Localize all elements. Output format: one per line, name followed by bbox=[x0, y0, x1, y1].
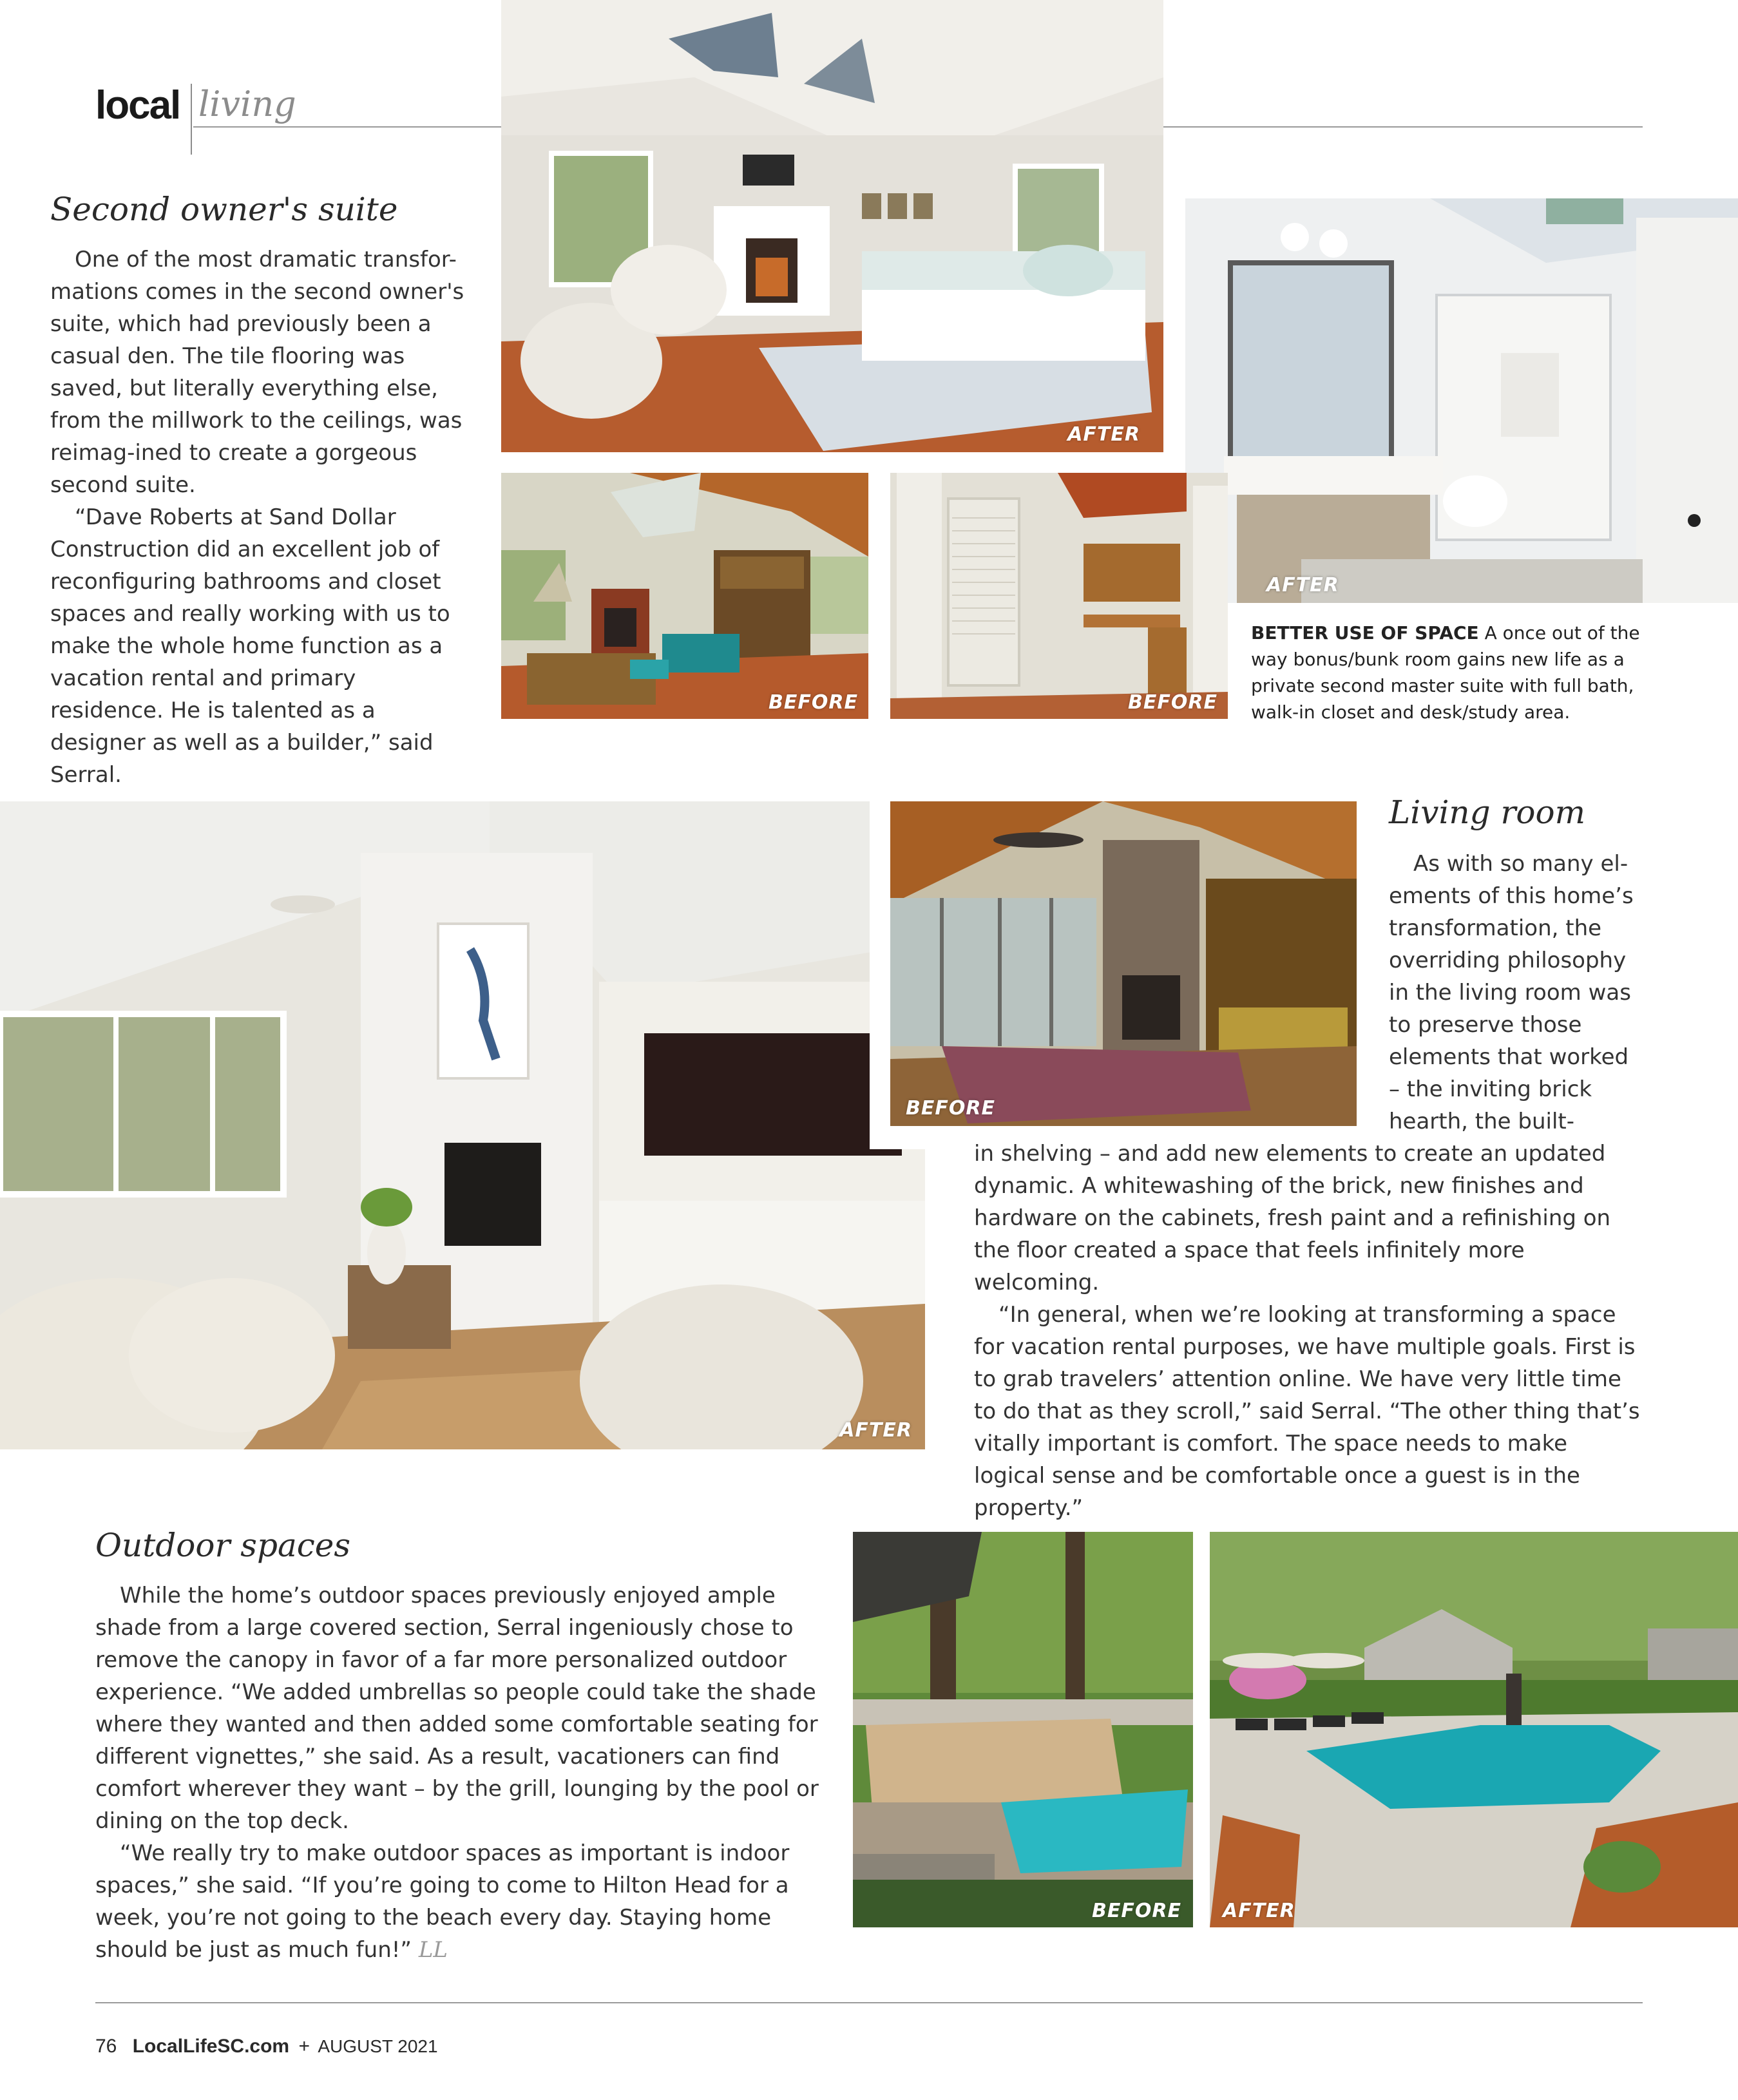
header-rule-left bbox=[193, 126, 501, 128]
outdoor-p2 bbox=[95, 1837, 826, 1966]
label-after: AFTER bbox=[1067, 423, 1140, 446]
living-room-p1-end: in shelving – and add new elements to create an updated dynamic. A whitewashing of the brick, new finishes and hardware on the cabinets, fresh paint and a refinishing on the floor created a space that feels infinitely more welcoming. bbox=[974, 1141, 1611, 1295]
living-room-p2: “In general, when we’re looking at transforming a space for vacation rental purposes, we have multiple goals. First is to grab travelers’ attention online. We have very little time to do that as they scroll,” said Serral. “The other thing that’s vitally important is comfort. The space needs to make logical sense and be comfortable once a guest is in the property.” bbox=[974, 1302, 1640, 1521]
outdoor-p1: While the home’s outdoor spaces previously enjoyed ample shade from a large covered section, Serral ingeniously chose to remove the canopy in favor of a far more personalized outdoor experience. “We added umbrellas so people could take the shade where they wanted and then added some comfortable seating for different vignettes,” she said. As a result, vacationers can find comfort wherever they want – by the grill, lounging by the pool or dining on the top deck. bbox=[95, 1583, 819, 1834]
photo-living-after bbox=[0, 801, 925, 1449]
owners-suite-body bbox=[50, 243, 475, 791]
photo-living-before bbox=[890, 801, 1357, 1126]
brand-local: local bbox=[95, 83, 180, 128]
brand-living: living bbox=[198, 84, 296, 124]
heading-outdoor-spaces: Outdoor spaces bbox=[95, 1527, 351, 1564]
label-before: BEFORE bbox=[1128, 691, 1218, 714]
page-footer bbox=[95, 2036, 438, 2057]
label-before: BEFORE bbox=[906, 1097, 995, 1120]
label-after: AFTER bbox=[1223, 1900, 1295, 1922]
page-number: 76 bbox=[95, 2036, 117, 2057]
owners-suite-p1: One of the most dramatic transfor-mations comes in the second owner's suite, which had previously been a casual den. The tile flooring was saved, but literally everything else, from the millwork to the ceilings, was reimag-ined to create a gorgeous second suite. bbox=[50, 247, 464, 498]
header-rule-right bbox=[1163, 126, 1643, 128]
label-after: AFTER bbox=[839, 1419, 912, 1442]
photo-caption bbox=[1251, 620, 1650, 725]
site-name: LocalLifeSC.com bbox=[132, 2036, 290, 2057]
outdoor-body bbox=[95, 1580, 826, 1966]
label-before: BEFORE bbox=[769, 691, 858, 714]
issue-date: AUGUST 2021 bbox=[318, 2036, 438, 2056]
signoff-mark: LL bbox=[418, 1937, 448, 1963]
photo-closet-before bbox=[890, 473, 1228, 719]
caption-text: A once out of the way bonus/bunk room gains new life as a private second master suite with full bath, walk-in closet and desk/study area. bbox=[1251, 622, 1640, 723]
photo-den-before bbox=[501, 473, 868, 719]
photo-bedroom-after bbox=[501, 0, 1163, 452]
photo-bath-after bbox=[1185, 198, 1738, 603]
living-room-wide bbox=[974, 1138, 1644, 1524]
brand-divider bbox=[191, 84, 192, 155]
outdoor-p2-text: “We really try to make outdoor spaces as important is indoor spaces,” she said. “If you’re going to come to Hilton Head for a week, you’re not going to the beach every day. Staying home should be just as much fun!” bbox=[95, 1840, 790, 1963]
photo-pool-before bbox=[853, 1532, 1193, 1927]
footer-rule bbox=[95, 2002, 1643, 2003]
masthead bbox=[95, 77, 296, 155]
owners-suite-p2: “Dave Roberts at Sand Dollar Construction did an excellent job of reconfiguring bathrooms and closet spaces and really working with us to make the whole home function as a vacation rental and primary residence. He is talented as a designer as well as a builder,” said Serral. bbox=[50, 504, 450, 788]
heading-living-room: Living room bbox=[1389, 794, 1586, 831]
footer-separator: + bbox=[298, 2036, 310, 2057]
living-room-narrow bbox=[1389, 848, 1640, 1138]
living-room-p1-start: As with so many el-ements of this home’s transformation, the overriding philosophy in the living room was to preserve those elements that worked – the inviting brick hearth, the built- bbox=[1389, 851, 1634, 1134]
label-after: AFTER bbox=[1266, 574, 1339, 597]
caption-title: BETTER USE OF SPACE bbox=[1251, 622, 1479, 644]
heading-owners-suite: Second owner's suite bbox=[50, 191, 398, 228]
label-before: BEFORE bbox=[1092, 1900, 1181, 1922]
photo-pool-after bbox=[1210, 1532, 1738, 1927]
